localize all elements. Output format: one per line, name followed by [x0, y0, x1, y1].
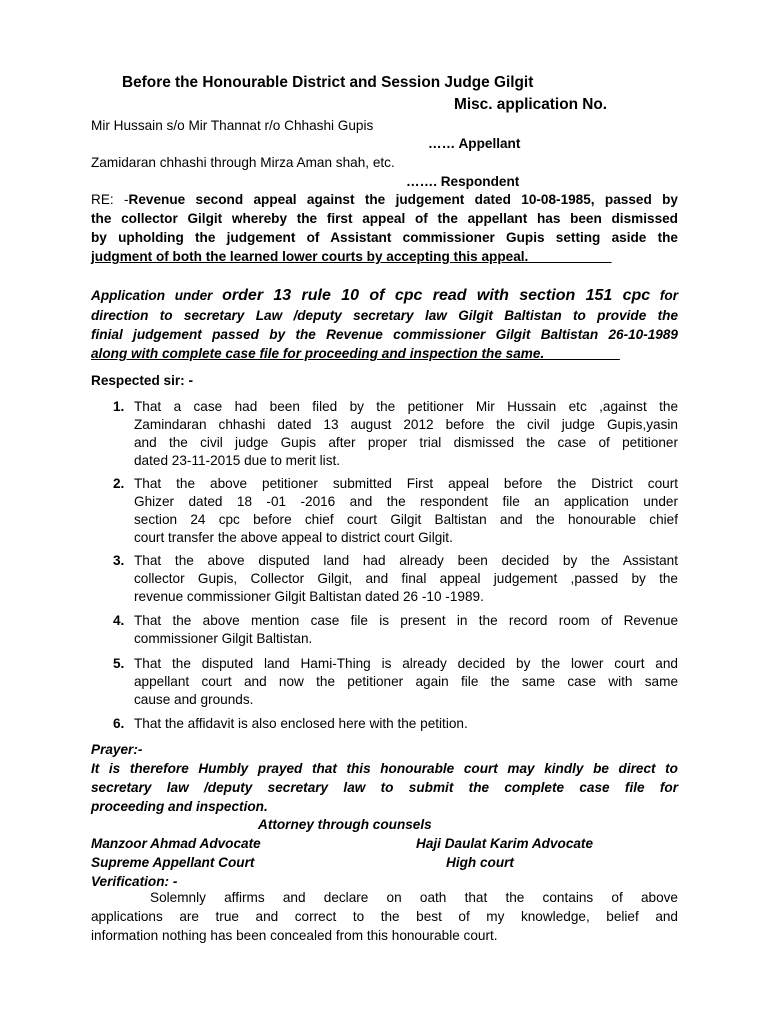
list-item: [134, 552, 678, 606]
item-line: appellant court and now the petitioner again file the same case with same: [134, 674, 678, 689]
item-line: cause and grounds.: [134, 692, 254, 707]
item-line: revenue commissioner Gilgit Baltistan dated 26 -10 -1989.: [134, 589, 484, 604]
counsel-right-name: Haji Daulat Karim Advocate: [416, 836, 594, 851]
application-order-ref: order 13 rule 10 of cpc read with section 151 cpc: [222, 287, 651, 304]
application-line-3: finial judgement passed by the Revenue commissioner Gilgit Baltistan 26-10-1989: [91, 327, 678, 342]
prayer-line-2: secretary law /deputy secretary law to submit the complete case file for: [91, 780, 678, 795]
item-line: and the civil judge Gupis after proper trial dismissed the case of petitioner: [134, 435, 678, 450]
item-line: Zamindaran chhashi dated 13 august 2012 before the civil judge Gupis,yasin: [134, 417, 678, 432]
item-number: 2.: [113, 476, 125, 491]
list-item: [134, 715, 678, 733]
item-line: Ghizer dated 18 -01 -2016 and the respondent file an application under: [134, 494, 678, 509]
item-line: That the affidavit is also enclosed here with the petition.: [134, 716, 468, 731]
list-item: [134, 655, 678, 709]
application-tail: for: [650, 288, 679, 303]
court-title: Before the Honourable District and Session Judge Gilgit: [122, 74, 534, 91]
re-prefix: RE: -: [91, 192, 129, 207]
item-line: That the disputed land Hami-Thing is already decided by the lower court and: [134, 656, 678, 671]
application-lead: Application under: [91, 288, 223, 303]
appellant-label: …… Appellant: [428, 136, 521, 151]
item-line: court transfer the above appeal to district court Gilgit.: [134, 530, 453, 545]
item-line: commissioner Gilgit Baltistan.: [134, 631, 313, 646]
item-line: section 24 cpc before chief court Gilgit Baltistan and the honourable chief: [134, 512, 678, 527]
re-line-2: the collector Gilgit whereby the first appeal of the appellant has been dismissed: [91, 211, 678, 226]
item-line: That a case had been filed by the petitioner Mir Hussain etc ,against the: [134, 399, 678, 414]
list-item: [134, 475, 678, 547]
item-line: That the above petitioner submitted First appeal before the District court: [134, 476, 678, 491]
re-text-1: Revenue second appeal against the judgement dated 10-08-1985, passed by: [128, 192, 678, 207]
respondent-label: ……. Respondent: [406, 174, 520, 189]
counsel-heading: Attorney through counsels: [258, 817, 432, 832]
item-number: 1.: [113, 399, 125, 414]
prayer-line-3: proceeding and inspection.: [91, 799, 268, 814]
counsel-left-name: Manzoor Ahmad Advocate: [91, 836, 261, 851]
verification-line-2: applications are true and correct to the best of my knowledge, belief and: [91, 909, 678, 924]
appellant-line: Mir Hussain s/o Mir Thannat r/o Chhashi Gupis: [91, 118, 374, 133]
re-line-4: judgment of both the learned lower courts by accepting this appeal.___________: [91, 249, 612, 264]
item-number: 3.: [113, 553, 125, 568]
application-line-2: direction to secretary Law /deputy secretary law Gilgit Baltistan to provide the: [91, 308, 678, 323]
application-line-1: [91, 287, 678, 305]
application-line-4: along with complete case file for proceeding and inspection the same.__________: [91, 346, 620, 361]
item-line: That the above mention case file is present in the record room of Revenue: [134, 613, 678, 628]
re-line-1: [91, 191, 678, 209]
list-item: [134, 612, 678, 648]
respondent-line: Zamidaran chhashi through Mirza Aman shah, etc.: [91, 155, 395, 170]
counsel-left-court: Supreme Appellant Court: [91, 855, 255, 870]
item-number: 5.: [113, 656, 125, 671]
verification-heading: Verification: -: [91, 874, 178, 889]
prayer-heading: Prayer:-: [91, 742, 143, 757]
salutation: Respected sir: -: [91, 373, 193, 388]
item-number: 4.: [113, 613, 125, 628]
item-number: 6.: [113, 716, 125, 731]
re-line-3: by upholding the judgement of Assistant commissioner Gupis setting aside the: [91, 230, 678, 245]
prayer-line-1: It is therefore Humbly prayed that this honourable court may kindly be direct to: [91, 761, 678, 776]
counsel-right-court: High court: [446, 855, 514, 870]
verification-line-1: Solemnly affirms and declare on oath that the contains of above: [150, 890, 678, 905]
list-item: [134, 398, 678, 470]
item-line: collector Gupis, Collector Gilgit, and final appeal judgement ,passed by the: [134, 571, 678, 586]
verification-line-3: information nothing has been concealed from this honourable court.: [91, 928, 498, 943]
misc-application-number: Misc. application No.: [454, 96, 608, 113]
item-line: dated 23-11-2015 due to merit list.: [134, 453, 341, 468]
item-line: That the above disputed land had already been decided by the Assistant: [134, 553, 678, 568]
